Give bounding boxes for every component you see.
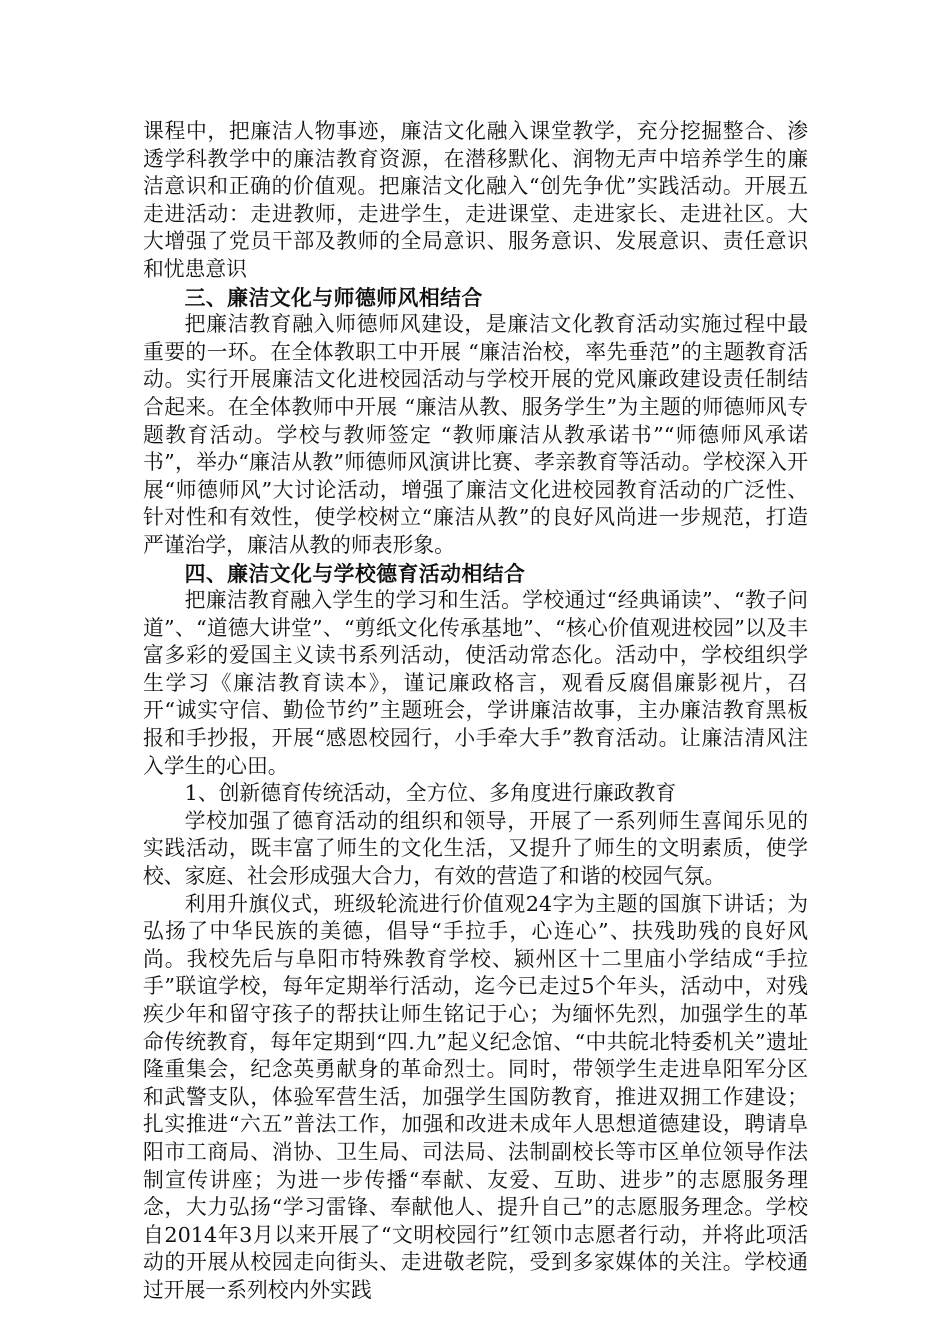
section-heading-4: 四、廉洁文化与学校德育活动相结合 (184, 560, 526, 586)
document-page (143, 118, 808, 1305)
section-heading-3: 三、廉洁文化与师德师风相结合 (184, 284, 483, 310)
paragraph-teacher-ethics: 把廉洁教育融入师德师风建设，是廉洁文化教育活动实施过程中最重要的一环。在全体教职工中开展 “廉洁治校，率先垂范”的主题教育活动。实行开展廉洁文化进校园活动与学校开展的党风廉政建设责任制结合起来。在全体教师中开展 “廉洁从教、服务学生”为主题的师德师风专题教育活动。学校与教师签定 “教师廉洁从教承诺书”“师德师风承诺书”，举办“廉洁从教”师德师风演讲比赛、孝亲教育等活动。学校深入开展“师德师风”大讨论活动，增强了廉洁文化进校园教育活动的广泛性、针对性和有效性，使学校树立“廉洁从教”的良好风尚进一步规范，打造严谨治学，廉洁从教的师表形象。 (143, 312, 808, 557)
paragraph-intro: 课程中，把廉洁人物事迹，廉洁文化融入课堂教学，充分挖掘整合、渗透学科教学中的廉洁教育资源，在潜移默化、润物无声中培养学生的廉洁意识和正确的价值观。把廉洁文化融入“创先争优”实践活动。开展五走进活动：走进教师，走进学生，走进课堂、走进家长、走进社区。大大增强了党员干部及教师的全局意识、服务意识、发展意识、责任意识和忧患意识 (143, 119, 808, 281)
subheading-1: 1、创新德育传统活动，全方位、多角度进行廉政教育 (184, 781, 677, 806)
paragraph-flag-ceremony: 利用升旗仪式，班级轮流进行价值观24字为主题的国旗下讲话；为弘扬了中华民族的美德，倡导“手拉手，心连心”、扶残助残的良好风尚。我校先后与阜阳市特殊教育学校、颍州区十二里庙小学结成“手拉手”联谊学校，每年定期举行活动，迄今已走过5个年头，活动中，对残疾少年和留守孩子的帮扶让师生铭记于心；为缅怀先烈，加强学生的革命传统教育，每年定期到“四.九”起义纪念馆、“中共皖北特委机关”遗址隆重集会，纪念英勇献身的革命烈士。同时，带领学生走进阜阳军分区和武警支队，体验军营生活，加强学生国防教育，推进双拥工作建设；扎实推进“六五”普法工作，加强和改进未成年人思想道德建设，聘请阜阳市工商局、消协、卫生局、司法局、法制副校长等市区单位领导作法制宣传讲座；为进一步传播“奉献、友爱、互助、进步”的志愿服务理念，大力弘扬“学习雷锋、奉献他人、提升自己”的志愿服务理念。学校自2014年3月以来开展了“文明校园行”红领巾志愿者行动，并将此项活动的开展从校园走向街头、走进敬老院，受到多家媒体的关注。学校通过开展一系列校内外实践 (143, 891, 808, 1302)
paragraph-moral-activities: 学校加强了德育活动的组织和领导，开展了一系列师生喜闻乐见的实践活动，既丰富了师生的文化生活，又提升了师生的文明素质，使学校、家庭、社会形成强大合力，有效的营造了和谐的校园气氛。 (143, 808, 808, 889)
paragraph-student-life: 把廉洁教育融入学生的学习和生活。学校通过“经典诵读”、“教子问道”、“道德大讲堂”、“剪纸文化传承基地”、“核心价值观进校园”以及丰富多彩的爱国主义读书系列活动，使活动常态化。活动中，学校组织学生学习《廉洁教育读本》，谨记廉政格言，观看反腐倡廉影视片，召开“诚实守信、勤俭节约”主题班会，学讲廉洁故事，主办廉洁教育黑板报和手抄报，开展“感恩校园行，小手牵大手”教育活动。让廉洁清风注入学生的心田。 (143, 588, 808, 778)
